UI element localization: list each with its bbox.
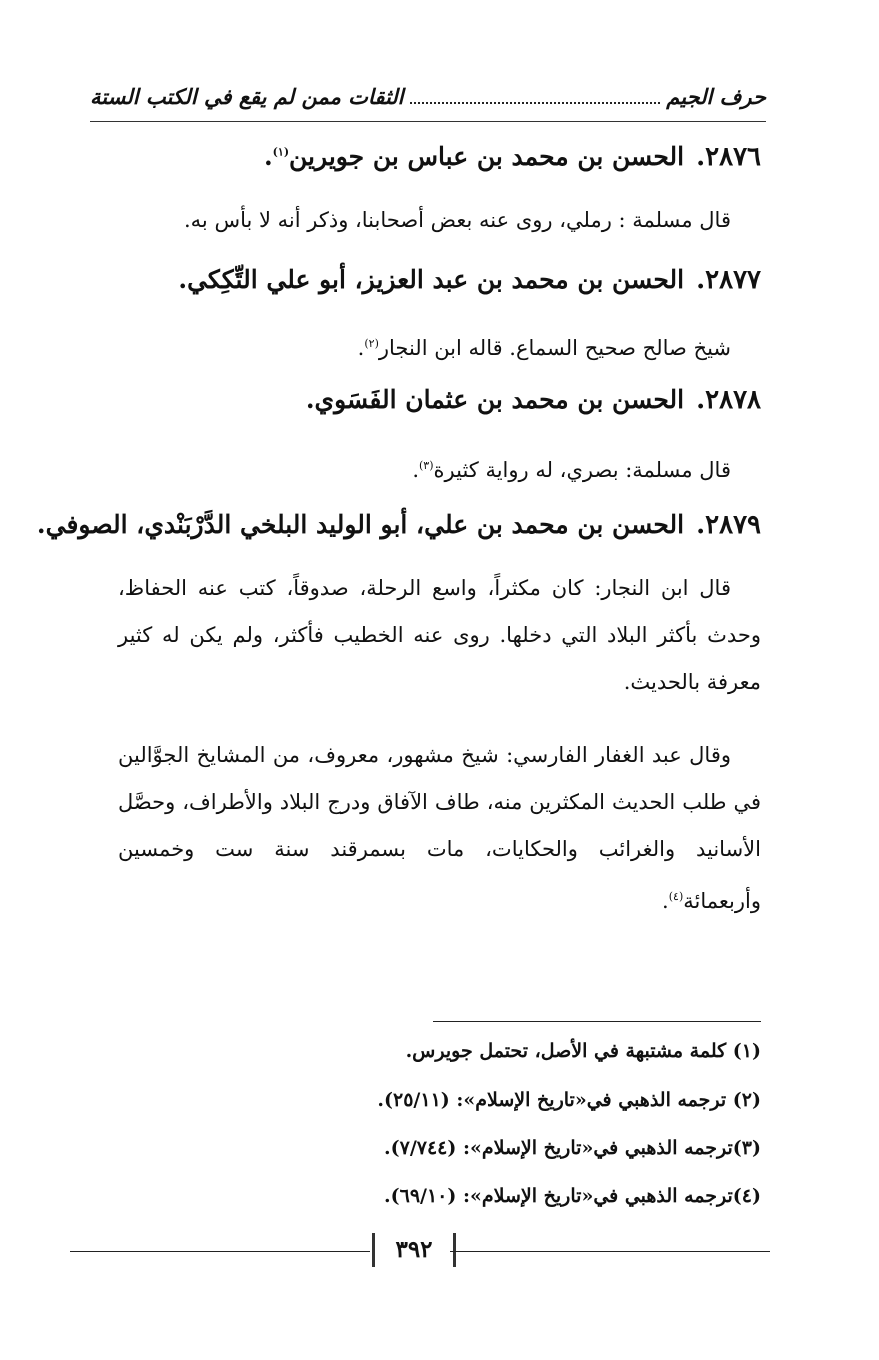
page-number: ٣٩٢: [372, 1233, 456, 1267]
entry-name: الحسن بن محمد بن علي، أبو الوليد البلخي الدَّرْبَنْدي، الصوفي.: [36, 510, 685, 539]
entry-number: ٢٨٧٩.: [696, 510, 761, 540]
entry-text: [118, 732, 761, 925]
footnote: (١) كلمة مشتبهة في الأصل، تحتمل جويرس.: [405, 1040, 761, 1062]
entry-heading: [264, 142, 761, 172]
entry-text: قال مسلمة : رملي، روى عنه بعض أصحابنا، وذكر أنه لا بأس به.: [183, 208, 731, 232]
footnote-separator: [433, 1021, 761, 1022]
footnote-ref: (٣): [419, 459, 434, 472]
footnote: (٢) ترجمه الذهبي في«تاريخ الإسلام»: (٢٥/١١).: [377, 1089, 761, 1111]
entry-text: [118, 442, 761, 494]
footer-rule-left: [70, 1251, 370, 1252]
entry-heading: [306, 385, 761, 415]
entry-name: الحسن بن محمد بن عثمان الفَسَوي.: [305, 385, 685, 414]
entry-number: ٢٨٧٧.: [696, 265, 761, 295]
entry-text-part: شيخ صالح صحيح السماع. قاله ابن النجار: [378, 336, 731, 360]
entry-name: الحسن بن محمد بن عباس بن جويرين: [289, 142, 685, 171]
entry-text-part: وقال عبد الغفار الفارسي: شيخ مشهور، معروف، من المشايخ الجوَّالين في طلب الحديث المكثرين منه، طاف الآفاق ودرج البلاد والأطراف، وحصَّل الأسانيد والغرائب والحكايات، مات بسمرقند سنة ست وخمسين وأربعمائة: [118, 743, 761, 913]
footnote-ref: (٢): [364, 337, 379, 350]
entry-number: ٢٨٧٨.: [696, 385, 761, 415]
header-dots: [410, 101, 661, 104]
entry-heading: [37, 510, 761, 540]
entry-heading: [178, 265, 761, 295]
entry-text: [118, 320, 761, 372]
page-footer: [70, 1230, 770, 1270]
footnote: (٤)ترجمه الذهبي في«تاريخ الإسلام»: (٦٩/١٠).: [384, 1185, 761, 1207]
entry-text-part: .: [412, 458, 419, 482]
header-book-title: الثقات ممن لم يقع في الكتب الستة: [90, 84, 404, 109]
header-rule: [90, 121, 766, 122]
footnote: (٣)ترجمه الذهبي في«تاريخ الإسلام»: (٧/٧٤٤).: [384, 1137, 761, 1159]
entry-text: قال ابن النجار: كان مكثراً، واسع الرحلة، صدوقاً، كتب عنه الحفاظ، وحدث بأكثر البلاد التي دخلها. روى عنه الخطيب فأكثر، ولم يكن له كثير معرفة بالحديث.: [118, 576, 761, 694]
entry-end: .: [263, 142, 273, 171]
running-head: [90, 84, 766, 118]
header-chapter: حرف الجيم: [666, 84, 766, 109]
footnote-ref: (٤): [668, 890, 684, 903]
footnote-ref: (١): [272, 145, 290, 159]
entry-name: الحسن بن محمد بن عبد العزيز، أبو علي التِّكِكي.: [178, 265, 685, 294]
entry-text-part: قال مسلمة: بصري، له رواية كثيرة: [433, 458, 731, 482]
entry-number: ٢٨٧٦.: [696, 142, 761, 172]
footer-rule-right: [450, 1251, 770, 1252]
entry-text-part: .: [357, 336, 365, 360]
entry-text-part: .: [662, 889, 669, 913]
